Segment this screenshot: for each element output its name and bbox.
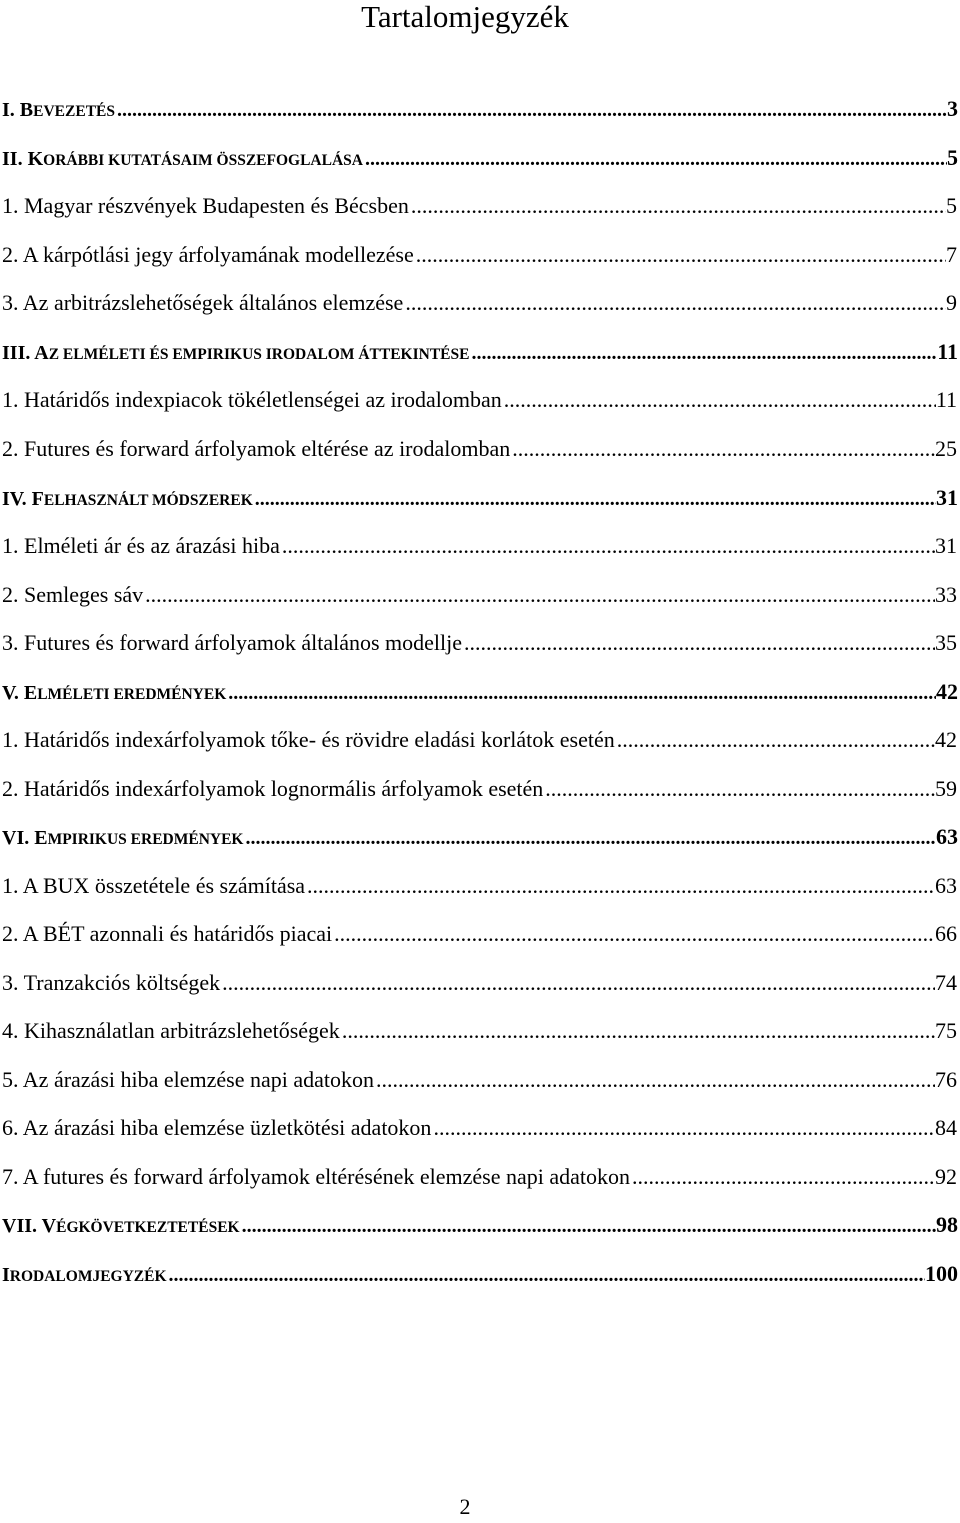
toc-dot-leader: [630, 1164, 935, 1190]
toc-page-number: 84: [935, 1115, 957, 1140]
toc-dot-leader: [244, 827, 937, 850]
toc-entry-label: IV. FELHASZNÁLT MÓDSZEREK: [2, 488, 253, 510]
toc-page-number: 75: [935, 1018, 957, 1043]
toc-page-number: 33: [935, 582, 957, 607]
toc-dot-leader: [220, 970, 935, 996]
toc-page-number: 98: [936, 1212, 958, 1237]
toc-entry-chapter-5[interactable]: [2, 679, 958, 719]
toc-dot-leader: [363, 148, 947, 171]
toc-entry-label: VII. VÉGKÖVETKEZTETÉSEK: [2, 1215, 240, 1237]
toc-dot-leader: [414, 242, 946, 268]
toc-entry-label: 5. Az árazási hiba elemzése napi adatokon: [2, 1067, 375, 1092]
toc-entry-label: II. KORÁBBI KUTATÁSAIM ÖSSZEFOGLALÁSA: [2, 148, 363, 170]
toc-dot-leader: [469, 342, 937, 365]
toc-entry-chapter-1[interactable]: [2, 96, 958, 136]
toc-dot-leader: [409, 193, 946, 219]
toc-entry-section[interactable]: [2, 970, 957, 1010]
toc-entry-label: 3. Tranzakciós költségek: [2, 970, 221, 995]
toc-entry-label: 2. Határidős indexárfolyamok lognormális árfolyamok esetén: [2, 776, 544, 801]
toc-page-number: 74: [935, 970, 957, 995]
toc-page-number: 31: [935, 533, 957, 558]
toc-page-number: 7: [946, 242, 957, 267]
toc-entry-section[interactable]: [2, 630, 957, 670]
toc-entry-section[interactable]: [2, 727, 957, 767]
toc-entry-chapter-2[interactable]: [2, 145, 958, 185]
toc-entry-label: 6. Az árazási hiba elemzése üzletkötési adatokon: [2, 1115, 432, 1140]
toc-page-number: 9: [946, 290, 957, 315]
toc-page-number: 42: [936, 679, 958, 704]
toc-entry-section[interactable]: [2, 873, 957, 913]
toc-dot-leader: [143, 582, 935, 608]
toc-entry-section[interactable]: [2, 193, 957, 233]
toc-dot-leader: [462, 630, 935, 656]
toc-entry-label: VI. EMPIRIKUS EREDMÉNYEK: [2, 827, 244, 849]
toc-entry-section[interactable]: [2, 242, 957, 282]
toc-entry-label: 1. A BUX összetétele és számítása: [2, 873, 306, 898]
toc-entry-label: 7. A futures és forward árfolyamok eltérésének elemzése napi adatokon: [2, 1164, 630, 1189]
toc-dot-leader: [510, 436, 935, 462]
toc-page-number: 42: [935, 727, 957, 752]
toc-page-number: 11: [935, 387, 957, 412]
toc-entry-section[interactable]: [2, 387, 957, 427]
toc-entry-label: 2. Semleges sáv: [2, 582, 144, 607]
toc-entry-section[interactable]: [2, 436, 957, 476]
toc-entry-label: 3. Az arbitrázslehetőségek általános elemzése: [2, 290, 404, 315]
toc-entry-label: III. AZ ELMÉLETI ÉS EMPIRIKUS IRODALOM ÁTTEKINTÉSE: [2, 342, 470, 364]
toc-dot-leader: [280, 533, 935, 559]
toc-page-number: 59: [935, 776, 957, 801]
toc-dot-leader: [253, 488, 936, 511]
toc-page-number: 63: [936, 824, 958, 849]
toc-dot-leader: [340, 1018, 935, 1044]
toc-page-number: 100: [925, 1261, 958, 1286]
toc-dot-leader: [615, 727, 935, 753]
toc-entry-label: 1. Magyar részvények Budapesten és Bécsben: [2, 193, 409, 218]
toc-entry-section[interactable]: [2, 582, 957, 622]
toc-page-number: 5: [947, 145, 958, 170]
page-title: Tartalomjegyzék: [361, 0, 569, 34]
toc-page-number: 31: [936, 485, 958, 510]
toc-page-number: 66: [935, 921, 957, 946]
toc-page-number: 25: [935, 436, 957, 461]
toc-dot-leader: [403, 290, 946, 316]
toc-dot-leader: [502, 387, 936, 413]
toc-page-number: 63: [935, 873, 957, 898]
toc-entry-section[interactable]: [2, 1067, 957, 1107]
toc-dot-leader: [431, 1115, 935, 1141]
toc-entry-section[interactable]: [2, 776, 957, 816]
toc-entry-label: V. ELMÉLETI EREDMÉNYEK: [2, 682, 227, 704]
toc-entry-bibliography[interactable]: [2, 1261, 958, 1301]
toc-dot-leader: [374, 1067, 935, 1093]
toc-entry-label: 2. A BÉT azonnali és határidős piacai: [2, 921, 333, 946]
toc-entry-section[interactable]: [2, 1018, 957, 1058]
toc-entry-label: 1. Elméleti ár és az árazási hiba: [2, 533, 280, 558]
toc-page-number: 35: [935, 630, 957, 655]
toc-entry-label: 4. Kihasználatlan arbitrázslehetőségek: [2, 1018, 340, 1043]
toc-page-number: 11: [937, 339, 958, 364]
toc-entry-chapter-4[interactable]: [2, 485, 958, 525]
toc-page-number: 76: [935, 1067, 957, 1092]
toc-page-number: 5: [946, 193, 957, 218]
toc-entry-chapter-6[interactable]: [2, 824, 958, 864]
toc-entry-section[interactable]: [2, 921, 957, 961]
toc-dot-leader: [226, 682, 936, 705]
toc-entry-chapter-7[interactable]: [2, 1212, 958, 1252]
page-number: 2: [459, 1494, 471, 1519]
toc-entry-label: IRODALOMJEGYZÉK: [2, 1264, 167, 1286]
toc-entry-section[interactable]: [2, 533, 957, 573]
toc-entry-label: 2. Futures és forward árfolyamok eltérése az irodalomban: [2, 436, 511, 461]
toc-entry-label: 1. Határidős indexárfolyamok tőke- és rövidre eladási korlátok esetén: [2, 727, 615, 752]
toc-page-number: 3: [947, 96, 958, 121]
toc-dot-leader: [167, 1264, 925, 1287]
toc-entry-label: 3. Futures és forward árfolyamok általános modellje: [2, 630, 463, 655]
toc-entry-label: I. BEVEZETÉS: [2, 99, 115, 121]
toc-dot-leader: [543, 776, 935, 802]
toc-page-number: 92: [935, 1164, 957, 1189]
toc-entry-chapter-3[interactable]: [2, 339, 958, 379]
toc-dot-leader: [240, 1215, 936, 1238]
toc-entry-section[interactable]: [2, 1115, 957, 1155]
toc-dot-leader: [332, 921, 935, 947]
toc-entry-label: 1. Határidős indexpiacok tökéletlenségei az irodalomban: [2, 387, 502, 412]
toc-dot-leader: [305, 873, 935, 899]
toc-entry-label: 2. A kárpótlási jegy árfolyamának modellezése: [2, 242, 414, 267]
toc-entry-section[interactable]: [2, 290, 957, 330]
toc-entry-section[interactable]: [2, 1164, 957, 1204]
toc-dot-leader: [115, 99, 947, 122]
